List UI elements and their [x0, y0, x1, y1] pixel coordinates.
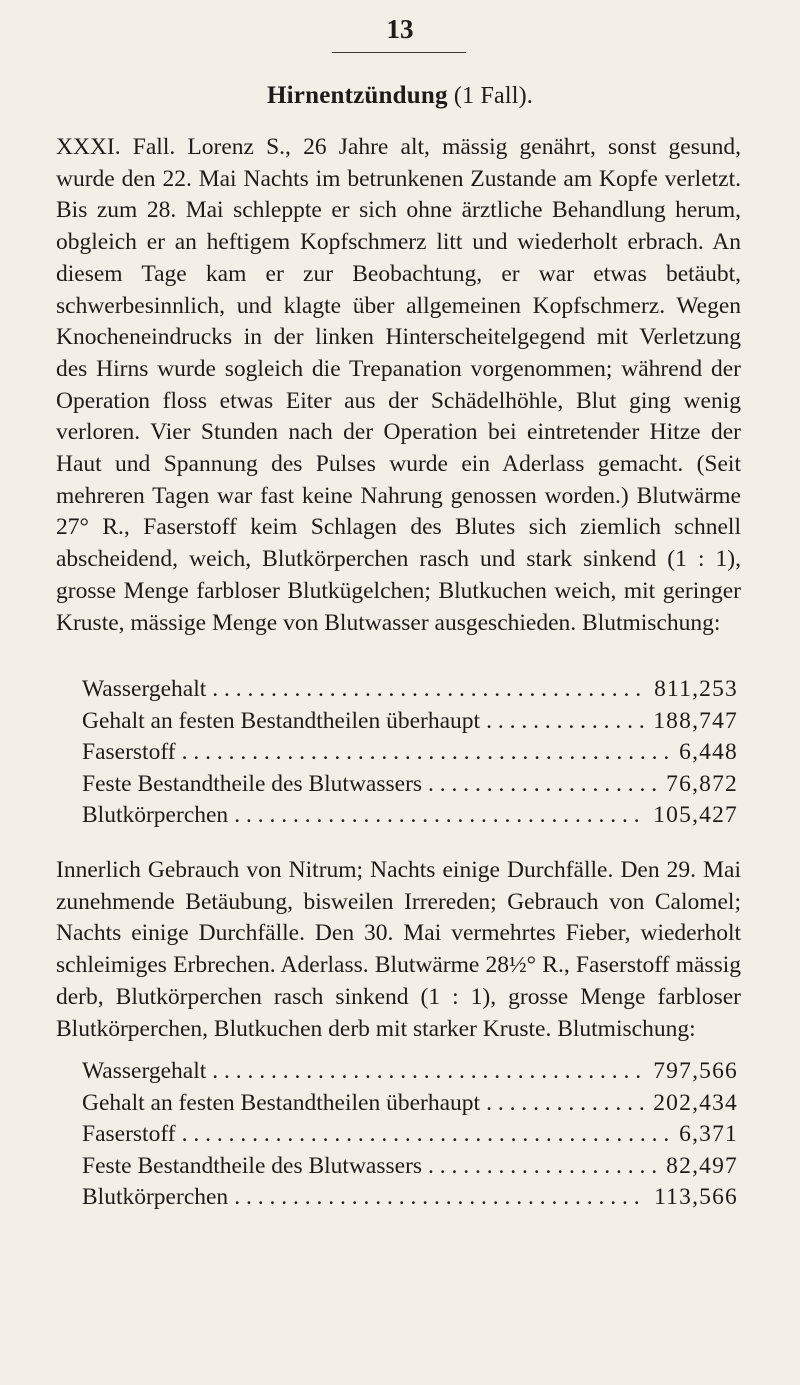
table-row — [82, 800, 738, 832]
dot-leader — [234, 1182, 646, 1214]
row-value: 797,566 — [653, 1058, 738, 1084]
dot-leader — [428, 1151, 658, 1183]
table-row — [82, 1119, 738, 1151]
table-row — [82, 737, 738, 769]
row-value: 811,253 — [654, 676, 738, 702]
row-label: Faserstoff — [82, 1121, 176, 1148]
row-label: Blutkörperchen — [82, 802, 229, 829]
row-value: 202,434 — [653, 1089, 738, 1116]
dot-leader — [182, 737, 672, 769]
row-value: 105,427 — [653, 802, 738, 829]
row-label: Wassergehalt — [82, 1058, 207, 1084]
heading-title: Hirnentzündung — [267, 82, 448, 109]
row-value: 6,448 — [679, 739, 738, 766]
row-label: Feste Bestandtheile des Blutwassers — [82, 1152, 423, 1179]
case-paragraph-1: XXXI. Fall. Lorenz S., 26 Jahre alt, mässig genährt, sonst gesund, wurde den 22. Mai Nachts im betrunkenen Zustande am Kopfe verletzt. Bis zum 28. Mai schleppte er sich ohne ärztliche Behandlung herum, obgleich er an heftigem Kopfschmerz litt und wiederholt erbrach. An diesem Tage kam er zur Beobachtung, er war etwas betäubt, schwerbesinnlich, und klagte über allgemeinen Kopfschmerz. Wegen Knocheneindrucks in der linken Hinterscheitelgegend mit Verletzung des Hirns wurde sogleich die Trepanation vorgenommen; während der Operation floss etwas Eiter aus der Schädelhöhle, Blut ging wenig verloren. Vier Stunden nach der Operation bei eintretender Hitze der Haut und Spannung des Pulses wurde ein Aderlass gemacht. (Seit mehreren Tagen war fast keine Nahrung genossen worden.) Blutwärme 27° R., Faserstoff keim Schlagen des Blutes sich ziemlich schnell abscheidend, weich, Blutkörperchen rasch und stark sinkend (1 : 1), grosse Menge farbloser Blutkügelchen; Blutkuchen weich, mit geringer Kruste, mässige Menge von Blutwasser ausgeschieden. Blutmischung: — [56, 134, 741, 636]
case-paragraph-2: Innerlich Gebrauch von Nitrum; Nachts einige Durchfälle. Den 29. Mai zunehmende Betäubung, bisweilen Irrereden; Gebrauch von Calomel; Nachts einige Durchfälle. Den 30. Mai vermehrtes Fieber, wiederholt schleimiges Erbrechen. Aderlass. Blutwärme 28½° R., Faserstoff mässig derb, Blutkörperchen rasch sinkend (1 : 1), grosse Menge farbloser Blutkörperchen, Blutkuchen derb mit starker Kruste. Blutmischung: — [56, 857, 741, 1042]
row-label: Feste Bestandtheile des Blutwassers — [82, 770, 423, 797]
table-row — [82, 1151, 738, 1183]
dot-leader — [428, 769, 658, 801]
dot-leader — [486, 1088, 645, 1120]
dot-leader — [212, 674, 646, 706]
dot-leader — [486, 706, 645, 738]
table-row — [82, 1182, 738, 1214]
row-value: 76,872 — [666, 770, 738, 797]
row-label: Gehalt an festen Bestandtheilen überhaupt — [82, 1089, 481, 1116]
row-value: 6,371 — [679, 1121, 738, 1148]
table-row — [82, 706, 738, 738]
dot-leader — [234, 800, 645, 832]
row-value: 188,747 — [653, 707, 738, 734]
dot-leader — [212, 1056, 645, 1088]
row-value: 113,566 — [654, 1184, 738, 1211]
table-row — [82, 674, 738, 706]
row-label: Wassergehalt — [82, 676, 207, 702]
blood-composition-table-2 — [82, 1056, 738, 1214]
table-row — [82, 769, 738, 801]
row-label: Gehalt an festen Bestandtheilen überhaupt — [82, 707, 481, 734]
heading-case-count: (1 Fall). — [453, 83, 533, 109]
table-row — [82, 1056, 738, 1088]
row-label: Blutkörperchen — [82, 1184, 229, 1211]
dot-leader — [182, 1119, 672, 1151]
header-rule — [332, 52, 466, 53]
row-value: 82,497 — [666, 1152, 738, 1179]
table-row — [82, 1088, 738, 1120]
page-number: 13 — [386, 14, 414, 44]
blood-composition-table-1 — [82, 674, 738, 832]
section-heading — [60, 82, 740, 110]
row-label: Faserstoff — [82, 739, 176, 766]
